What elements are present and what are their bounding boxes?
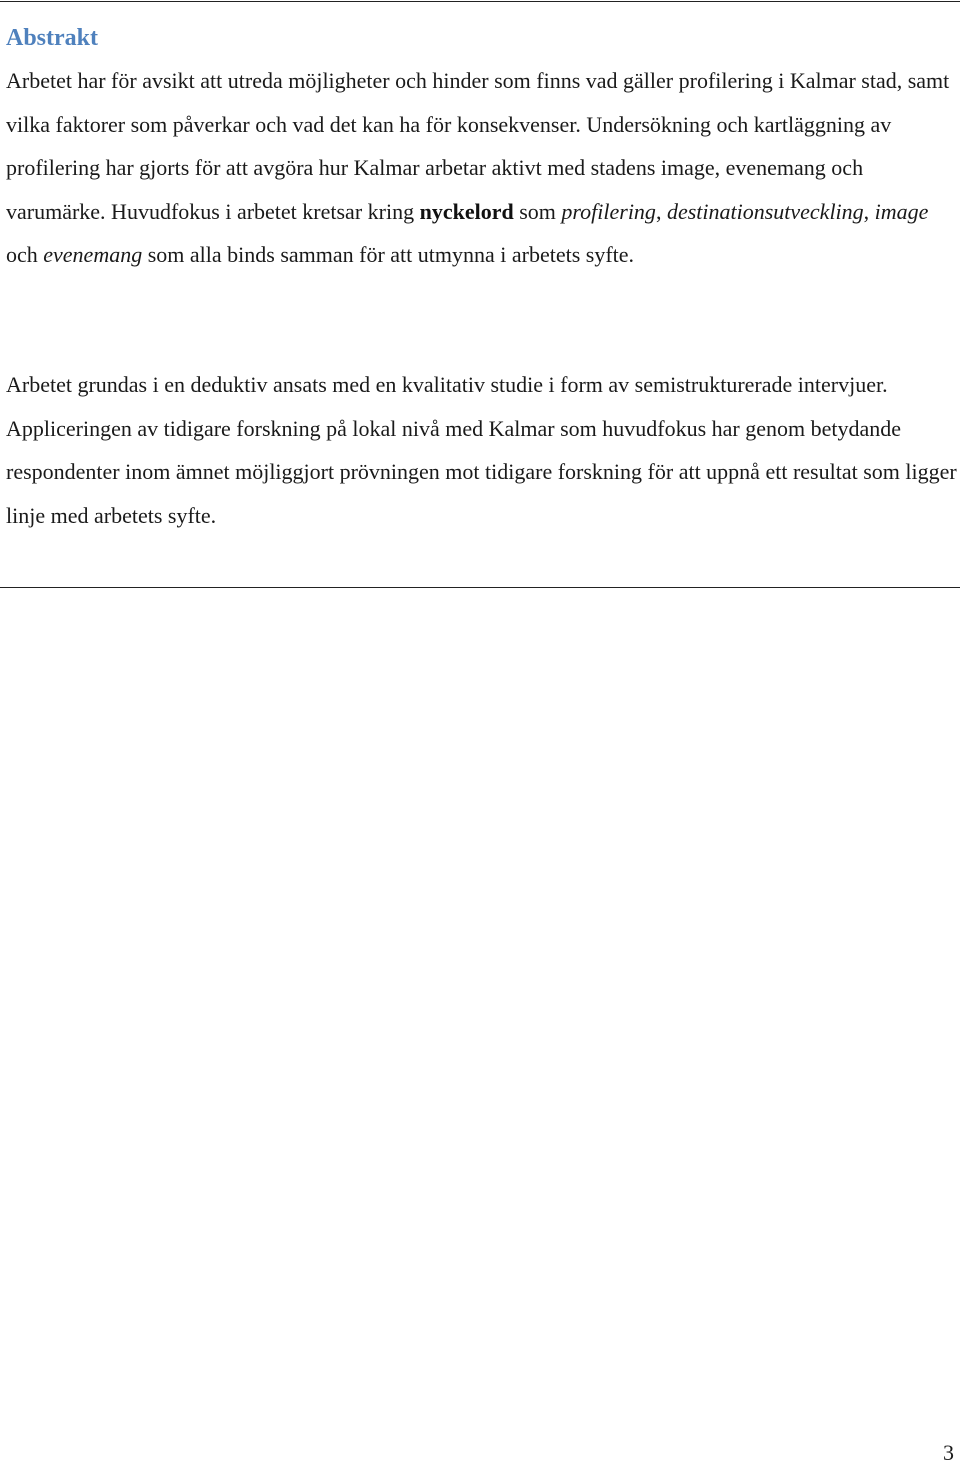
text-som: som [519,198,556,224]
abstract-heading: Abstrakt [6,25,99,51]
paragraph-1-intro: Arbetet har för avsikt att utreda möjligheter och hinder som finns vad gäller profilering i Kalmar stad, samt vilka faktorer som påverkar och vad det kan ha för konsekvenser. Undersökning och kartläggning av profilering har gjorts för att avgöra hur Kalmar arbetar aktivt med stadens image, evenemang och varumärke. Huvudfokus i arbetet kretsar kring [6,68,950,224]
abstract-paragraph-2: Arbetet grundas i en deduktiv ansats med en kvalitativ studie i form av semistrukturerade intervjuer. Appliceringen av tidigare forskning på lokal nivå med Kalmar som huvudfokus har genom betydande respondenter inom ämnet möjliggjort prövningen mot tidigare forskning för att uppnå ett resultat som ligger linje med arbetets syfte. [6,372,957,528]
abstract-paragraph-1 [6,59,958,277]
term-profilering: profilering [561,198,656,224]
section-divider [0,587,960,588]
keyword-bold: nyckelord [419,198,514,224]
paragraph-1-outro: som alla binds samman för att utmynna i arbetets syfte. [147,242,635,268]
term-evenemang: evenemang [43,242,143,268]
term-image: image [874,198,929,224]
page-number: 3 [943,1440,954,1465]
text-och: och [6,242,38,268]
term-destinationsutveckling: destinationsutveckling [666,198,864,224]
comma-2: , [863,198,870,224]
comma-1: , [655,198,662,224]
top-rule [0,1,960,2]
